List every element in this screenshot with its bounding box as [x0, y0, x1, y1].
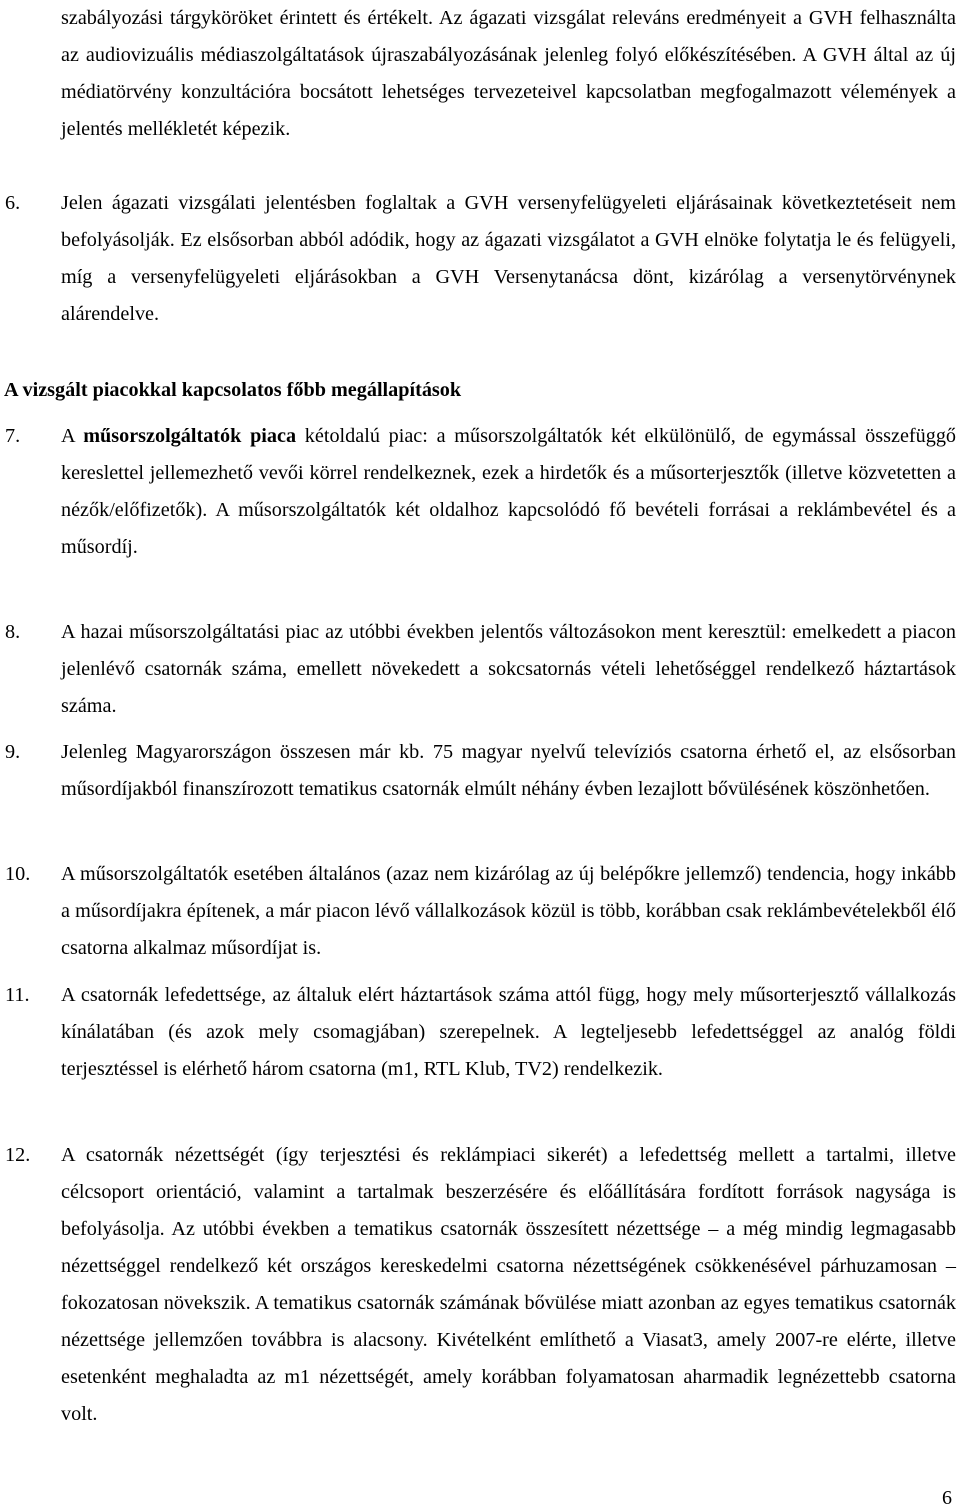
- item-number: 11.: [5, 984, 30, 1006]
- item-text: A műsorszolgáltatók esetében általános (azaz nem kizárólag az új belépőkre jellemző) tendencia, hogy inkább a műsordíjakra építenek, a már piacon lévő vállalkozások közül is több, korábban csak reklámbevételekből élő csatorna alkalmaz műsordíjat is.: [61, 863, 956, 959]
- item-text: Jelen ágazati vizsgálati jelentésben foglaltak a GVH versenyfelügyeleti eljárásainak következtetéseit nem befolyásolják. Ez elsősorban abból adódik, hogy az ágazati vizsgálatot a GVH elnöke folytatja le és felügyeli, míg a versenyfelügyeleti eljárásokban a GVH Versenytanácsa dönt, kizárólag a versenytörvénynek alárendelve.: [61, 192, 956, 325]
- list-item-7: [5, 418, 957, 566]
- list-item-12: [5, 1137, 956, 1433]
- item-number: 7.: [5, 425, 21, 447]
- item-number: 12.: [5, 1144, 31, 1166]
- item-number: 10.: [5, 863, 31, 885]
- list-item-6: [5, 185, 956, 333]
- page-number: 6: [942, 1487, 952, 1509]
- list-item-11: [5, 977, 956, 1088]
- item-text-after: kétoldalú piac: a műsorszolgáltatók két elkülönülő, de egymással összefüggő kereslettel jellemezhető vevői körrel rendelkeznek, ezek a hirdetők és a műsorterjesztők (illetve közvetetten a nézők/előfizetők). A műsorszolgáltatók két oldalhoz kapcsolódó fő bevételi forrásai a reklámbevétel és a műsordíj.: [61, 425, 957, 558]
- item-text-bold: műsorszolgáltatók piaca: [83, 425, 297, 447]
- list-item-10: [5, 856, 956, 967]
- item-number: 8.: [5, 621, 21, 643]
- item-number: 6.: [5, 192, 21, 214]
- item-number: 9.: [5, 741, 21, 763]
- section-heading: A vizsgált piacokkal kapcsolatos főbb megállapítások: [4, 379, 462, 401]
- intro-paragraph: [61, 0, 956, 148]
- list-item-8: [5, 614, 956, 725]
- item-text: A hazai műsorszolgáltatási piac az utóbbi években jelentős változásokon ment keresztül: emelkedett a piacon jelenlévő csatornák száma, emellett növekedett a sokcsatornás vételi lehetőséggel rendelkező háztartások száma.: [61, 621, 956, 717]
- item-text-before: A: [61, 425, 84, 447]
- list-item-9: [5, 734, 956, 808]
- item-text: A csatornák lefedettsége, az általuk elért háztartások száma attól függ, hogy mely műsorterjesztő vállalkozás kínálatában (és azok mely csomagjában) szerepelnek. A legteljesebb lefedettséggel az analóg földi terjesztéssel is elérhető három csatorna (m1, RTL Klub, TV2) rendelkezik.: [61, 984, 956, 1080]
- item-text: Jelenleg Magyarországon összesen már kb. 75 magyar nyelvű televíziós csatorna érhető el, az elsősorban műsordíjakból finanszírozott tematikus csatornák elmúlt néhány évben lezajlott bővülésének köszönhetően.: [61, 741, 956, 800]
- intro-text: szabályozási tárgyköröket érintett és értékelt. Az ágazati vizsgálat releváns eredményeit a GVH felhasználta az audiovizuális médiaszolgáltatások újraszabályozásának jelenleg folyó előkészítésében. A GVH által az új médiatörvény konzultációra bocsátott lehetséges tervezeteivel kapcsolatban megfogalmazott vélemények a jelentés mellékletét képezik.: [61, 7, 956, 140]
- item-text: A csatornák nézettségét (így terjesztési és reklámpiaci sikerét) a lefedettség mellett a tartalmi, illetve célcsoport orientáció, valamint a tartalmak beszerzésére és előállítására fordított források nagysága is befolyásolja. Az utóbbi években a tematikus csatornák összesített nézettsége – a még mindig legmagasabb nézettséggel rendelkező két országos kereskedelmi csatorna nézettségének csökkenésével párhuzamosan – fokozatosan növekszik. A tematikus csatornák számának bővülése miatt azonban az egyes tematikus csatornák nézettsége jellemzően továbbra is alacsony. Kivételként említhető a Viasat3, amely 2007-re elérte, illetve esetenként meghaladta az m1 nézettségét, amely korábban folyamatosan aharmadik legnézettebb csatorna volt.: [61, 1144, 956, 1425]
